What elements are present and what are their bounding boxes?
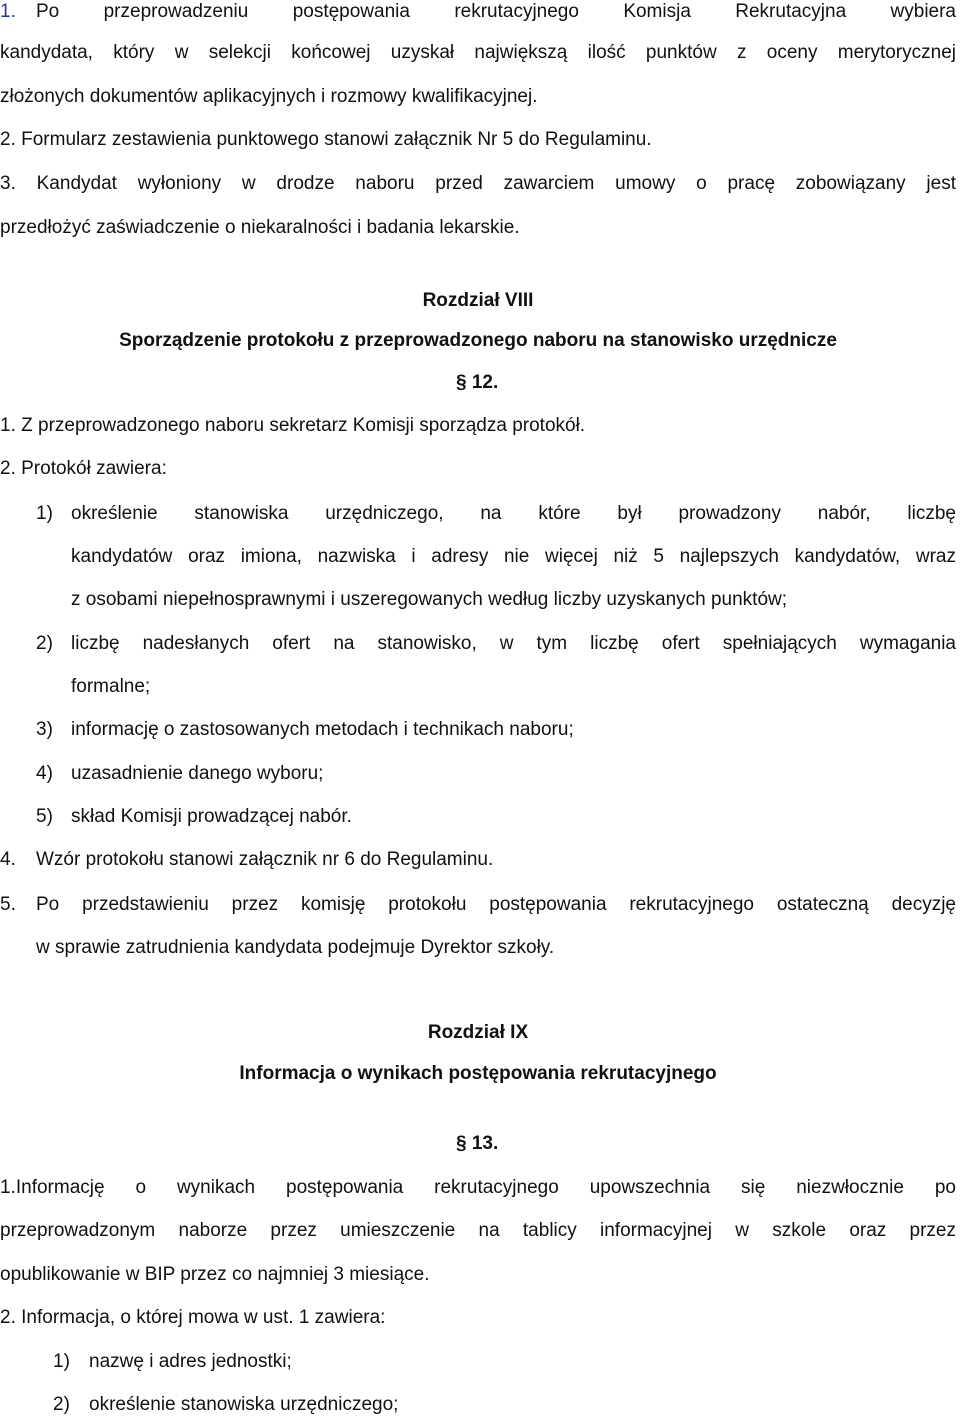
para-1-text-1: Po przeprowadzeniu postępowania rekrutacyjnego Komisja Rekrutacyjna wybiera: [36, 1, 956, 22]
ch8-item-2: 2. Protokół zawiera:: [0, 458, 167, 479]
para-3-line-2: przedłożyć zaświadczenie o niekaralności i badania lekarskie.: [0, 217, 520, 238]
ch8-sub-3-text: informację o zastosowanych metodach i technikach naboru;: [71, 719, 574, 740]
ch9-sub-1-number: 1): [53, 1351, 70, 1372]
para-1-line-3: złożonych dokumentów aplikacyjnych i rozmowy kwalifikacyjnej.: [0, 86, 538, 107]
ch8-sub-1-line-3: z osobami niepełnosprawnymi i uszeregowanych według liczby uzyskanych punktów;: [71, 589, 788, 610]
ch9-item-1-line-2: przeprowadzonym naborze przez umieszczenie na tablicy informacyjnej w szkole oraz przez: [0, 1220, 956, 1241]
para-1-line-1: [0, 0, 956, 24]
ch8-sub-4-text: uzasadnienie danego wyboru;: [71, 763, 324, 784]
ch8-item-5-text-1: Po przedstawieniu przez komisję protokołu postępowania rekrutacyjnego ostateczną decyzję: [36, 894, 956, 915]
ch9-sub-1-text: nazwę i adres jednostki;: [89, 1351, 292, 1372]
ch8-sub-1-line-1: [0, 502, 956, 526]
ch9-sub-1: [0, 1350, 956, 1374]
ch8-sub-2-line-1: [0, 632, 956, 656]
ch9-sub-2-number: 2): [53, 1394, 70, 1415]
ch9-item-2: 2. Informacja, o której mowa w ust. 1 zawiera:: [0, 1307, 386, 1328]
ch8-sub-1-number: 1): [36, 503, 53, 524]
ch8-sub-4-number: 4): [36, 763, 53, 784]
chapter-9-title: Rozdział IX: [427, 1022, 529, 1043]
chapter-9-subtitle: Informacja o wynikach postępowania rekrutacyjnego: [239, 1063, 717, 1084]
para-1-number: 1.: [0, 1, 16, 22]
chapter-9-paragraph-mark: § 13.: [456, 1133, 499, 1154]
ch8-item-1: 1. Z przeprowadzonego naboru sekretarz Komisji sporządza protokół.: [0, 415, 586, 436]
ch8-sub-5: [0, 805, 956, 829]
chapter-8-paragraph-mark: § 12.: [456, 372, 499, 393]
para-3-line-1: 3. Kandydat wyłoniony w drodze naboru przed zawarciem umowy o pracę zobowiązany jest: [0, 173, 956, 194]
ch9-item-1-line-3: opublikowanie w BIP przez co najmniej 3 miesiące.: [0, 1264, 430, 1285]
ch8-sub-5-text: skład Komisji prowadzącej nabór.: [71, 806, 352, 827]
ch8-item-5-line-1: [0, 893, 956, 917]
ch8-sub-1-line-2: kandydatów oraz imiona, nazwiska i adresy nie więcej niż 5 najlepszych kandydatów, wraz: [71, 546, 956, 567]
ch8-item-5-number: 5.: [0, 894, 16, 915]
ch8-item-4-number: 4.: [0, 849, 16, 870]
ch8-sub-4: [0, 762, 956, 786]
ch8-sub-3-number: 3): [36, 719, 53, 740]
ch8-sub-2-line-2: formalne;: [71, 676, 151, 697]
ch8-sub-5-number: 5): [36, 806, 53, 827]
ch8-sub-1-text-1: określenie stanowiska urzędniczego, na które był prowadzony nabór, liczbę: [71, 503, 956, 524]
para-2: 2. Formularz zestawienia punktowego stanowi załącznik Nr 5 do Regulaminu.: [0, 129, 652, 150]
ch8-item-5-line-2: w sprawie zatrudnienia kandydata podejmuje Dyrektor szkoły.: [36, 937, 555, 958]
ch8-sub-2-text-1: liczbę nadesłanych ofert na stanowisko, w tym liczbę ofert spełniających wymagania: [71, 633, 956, 654]
ch8-item-4-text: Wzór protokołu stanowi załącznik nr 6 do Regulaminu.: [36, 849, 494, 870]
ch9-sub-2: [0, 1393, 956, 1417]
chapter-8-subtitle: Sporządzenie protokołu z przeprowadzonego naboru na stanowisko urzędnicze: [119, 330, 837, 351]
ch9-item-1-line-1: 1.Informację o wynikach postępowania rekrutacyjnego upowszechnia się niezwłocznie po: [0, 1177, 956, 1198]
ch8-item-4: [0, 848, 956, 872]
para-1-line-2: kandydata, który w selekcji końcowej uzyskał największą ilość punktów z oceny merytorycznej: [0, 42, 956, 63]
ch8-sub-2-number: 2): [36, 633, 53, 654]
ch8-sub-3: [0, 718, 956, 742]
ch9-sub-2-text: określenie stanowiska urzędniczego;: [89, 1394, 399, 1415]
chapter-8-title: Rozdział VIII: [422, 290, 534, 311]
